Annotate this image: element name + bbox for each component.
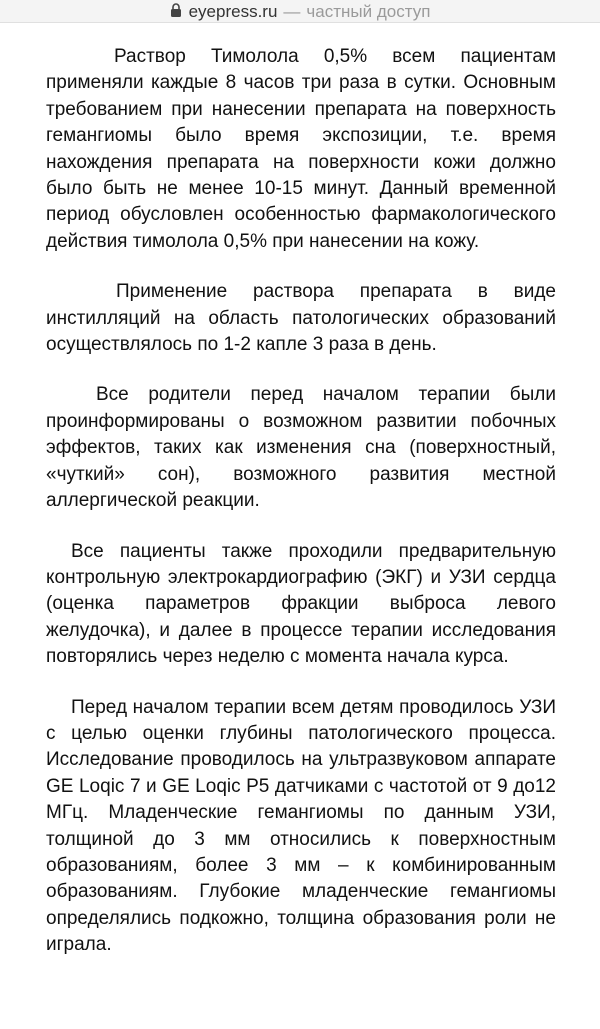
paragraph-ultrasound-depth: Перед началом терапии всем детям проводилось УЗИ с целью оценки глубины патологического процесса. Исследование проводилось на ультразвуковом аппарате GE Loqic 7 и GE Loqic P5 датчиками с частотой от 9 до12 МГц. Младенческие гемангиомы по данным УЗИ, толщиной до 3 мм относились к поверхностным образованиям, более 3 мм – к комбинированным образованиям. Глубокие младенческие гемангиомы определялись подкожно, толщина образования роли не играла. (46, 696, 556, 956)
browser-address-bar[interactable] (0, 0, 600, 23)
paragraph-instillation: Применение раствора препарата в виде инстилляций на область патологических образований осуществлялось по 1-2 капле 3 раза в день. (46, 281, 556, 356)
paragraph-timolol-application: Раствор Тимолола 0,5% всем пациентам применяли каждые 8 часов три раза в сутки. Основным требованием при нанесении препарата на поверхность гемангиомы было время экспозиции, т.е. время нахождения препарата на поверхности кожи должно было быть не менее 10-15 минут. Данный временной период обусловлен особенностью фармакологического действия тимолола 0,5% при нанесении на кожу. (46, 46, 556, 252)
article-body (46, 44, 556, 959)
lock-icon (170, 3, 182, 17)
privacy-status: частный доступ (306, 1, 431, 21)
domain-separator: — (283, 1, 301, 21)
paragraph-parents-informed: Все родители перед началом терапии были проинформированы о возможном развитии побочных эффектов, таких как изменения сна (поверхностный, «чуткий» сон), возможного развития местной аллергической реакции. (46, 384, 556, 512)
paragraph-ecg-ultrasound: Все пациенты также проходили предварительную контрольную электрокардиографию (ЭКГ) и УЗИ сердца (оценка параметров фракции выброса левого желудочка), и далее в процессе терапии исследования повторялись через неделю с момента начала курса. (46, 540, 556, 668)
site-domain: eyepress.ru (188, 1, 278, 21)
